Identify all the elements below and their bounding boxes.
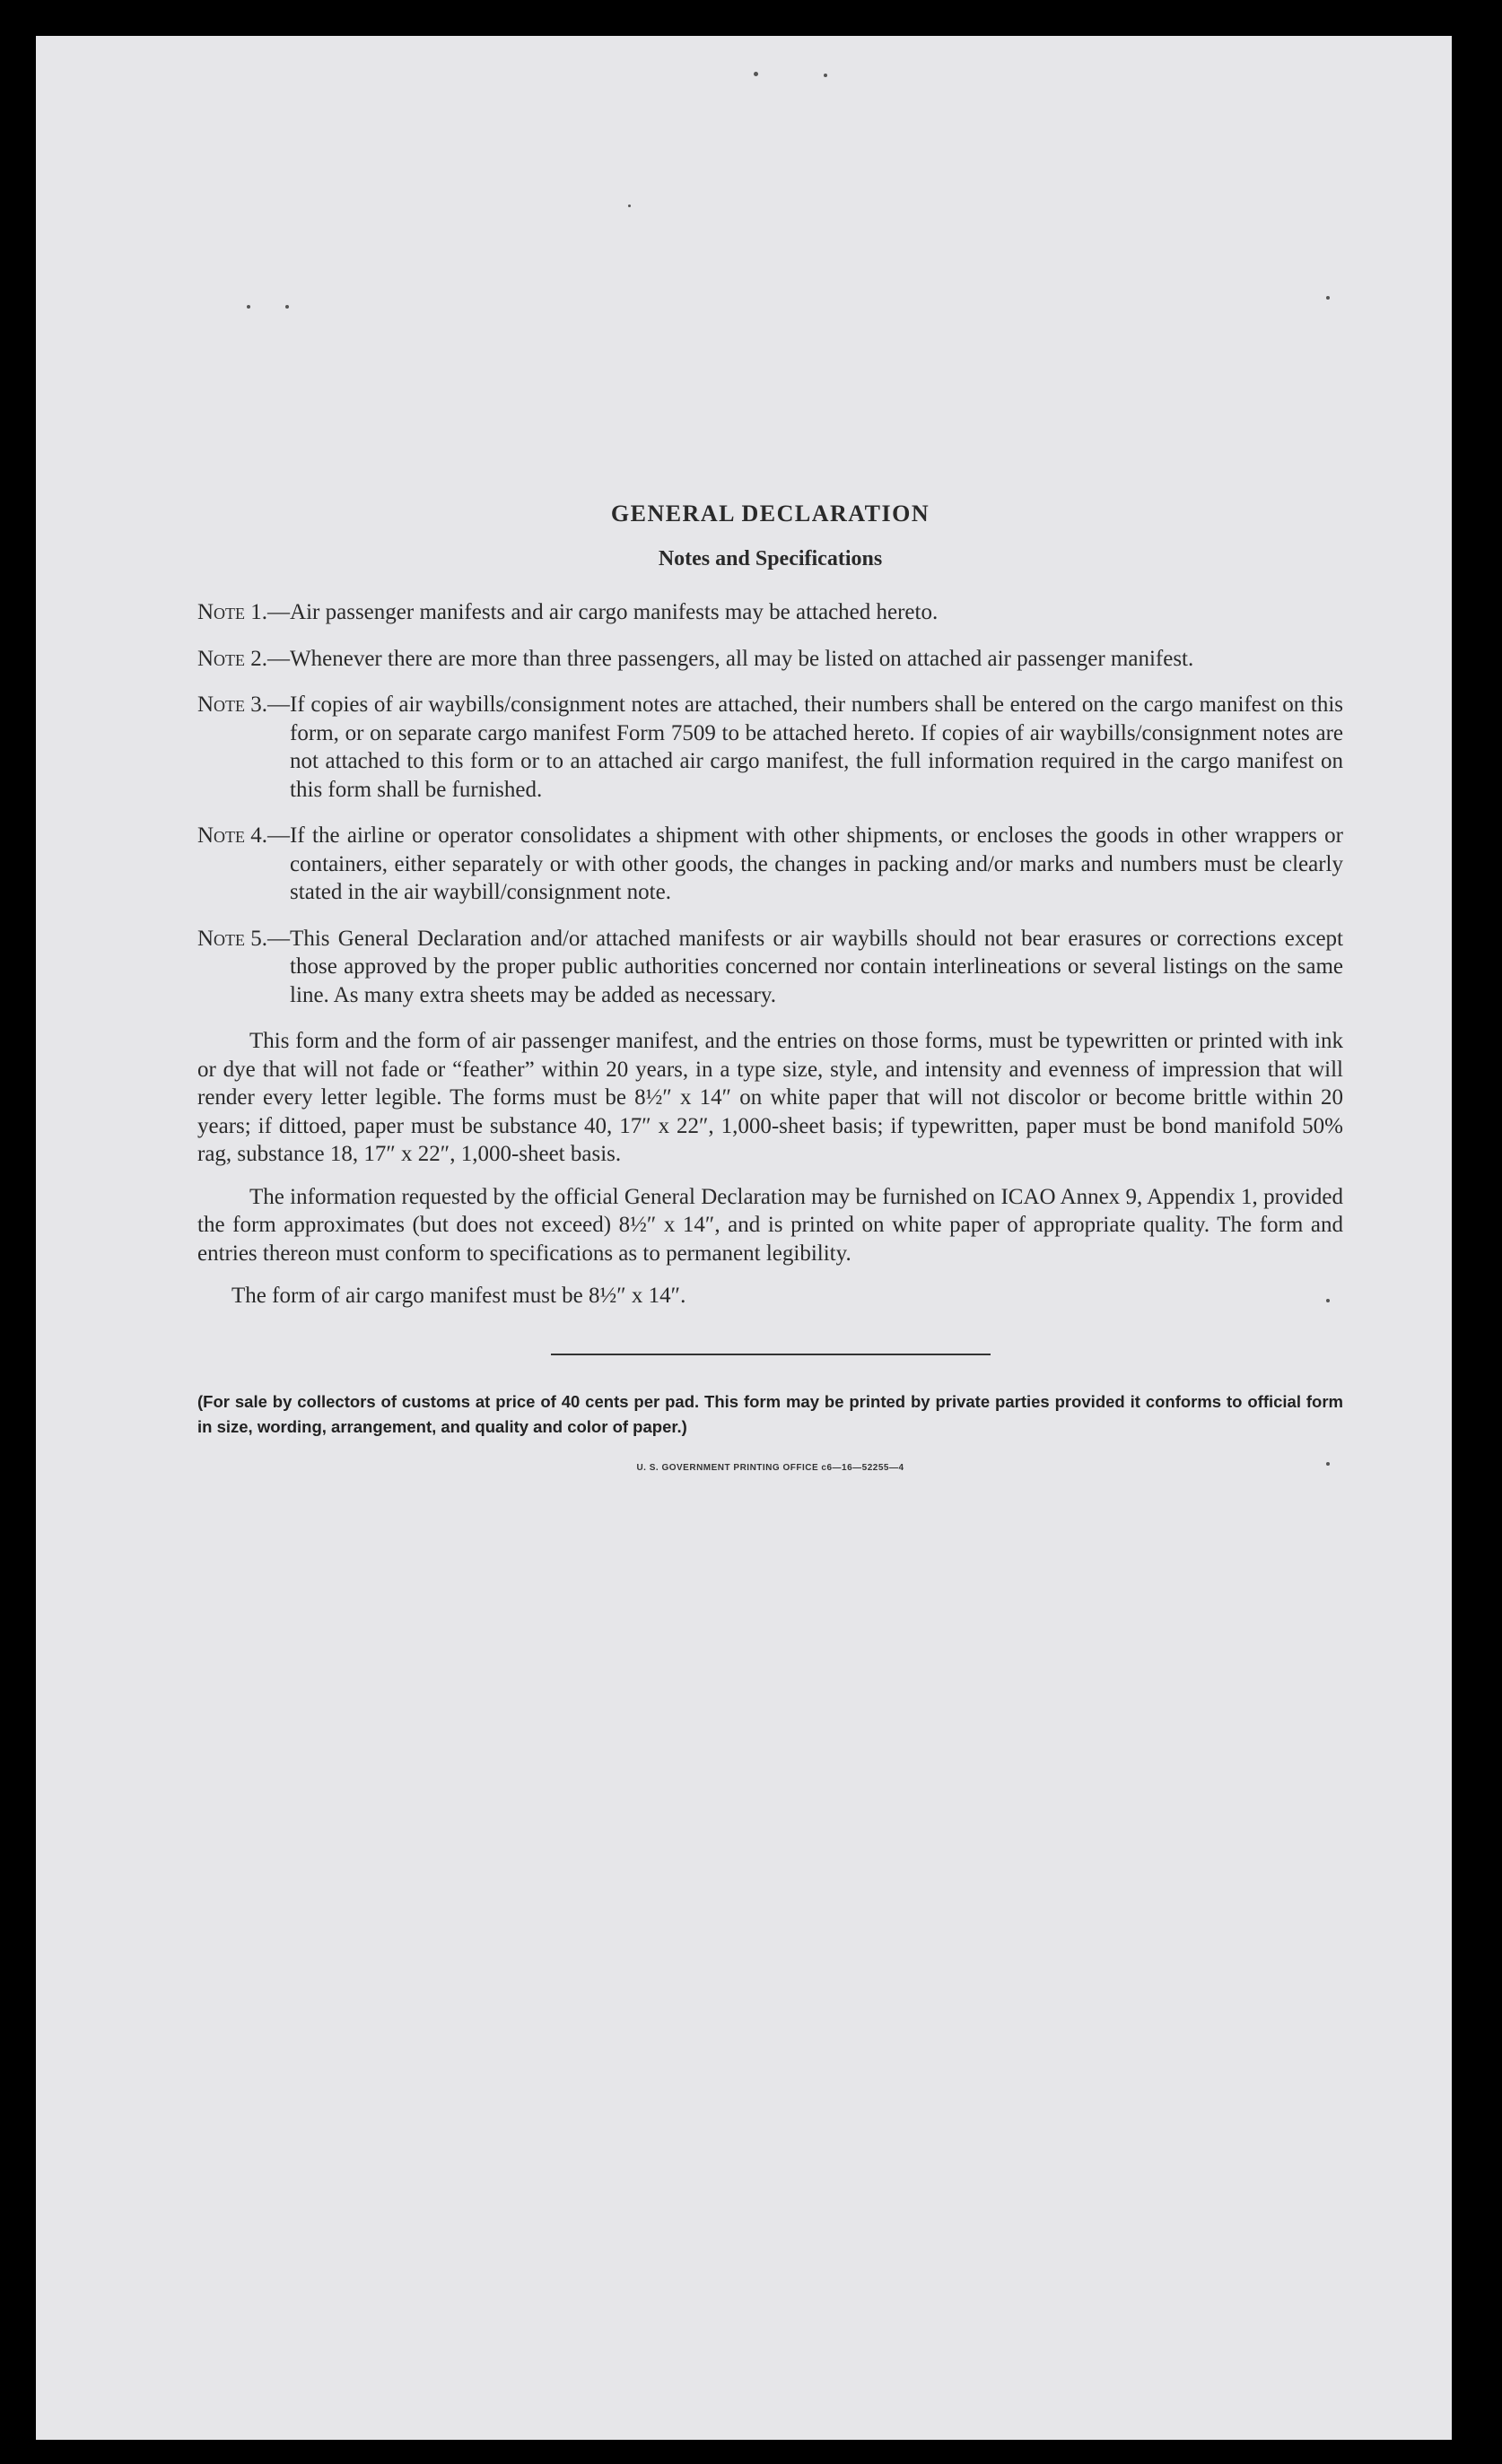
paragraph-legibility: This form and the form of air passenger manifest, and the entries on those forms, must be typewritten or printed with ink or dye that will not fade or “feather” within 20 years, in a type size, style, and intensity and evenness of impression that will render every letter legible. The forms must be 8½″ x 14″ on white paper that will not discolor or become brittle within 20 years; if dittoed, paper must be substance 40, 17″ x 22″, 1,000-sheet basis; if typewritten, paper must be bond manifold 50% rag, substance 18, 17″ x 22″, 1,000-sheet basis. (197, 1029, 1343, 1166)
note-label: Note 1.— (197, 600, 291, 624)
document-subtitle: Notes and Specifications (658, 547, 883, 570)
scan-speck (285, 305, 289, 309)
document-body (197, 501, 1343, 1473)
divider-rule (551, 1354, 991, 1355)
note-text: Air passenger manifests and air cargo manifests may be attached hereto. (290, 600, 939, 624)
note-label: Note 3.— (197, 692, 291, 717)
note-4 (197, 822, 1343, 907)
note-text: If copies of air waybills/consignment notes are attached, their numbers shall be entered on the cargo manifest on this form, or on separate cargo manifest Form 7509 to be attached hereto. If copies of air waybills/consignment notes are not attached to this form or to an attached air cargo manifest, the full information required in the cargo manifest on this form shall be furnished. (290, 692, 1343, 802)
note-1 (197, 598, 1343, 627)
printer-line: U. S. GOVERNMENT PRINTING OFFICE c6—16—52255—4 (636, 1462, 904, 1473)
sale-notice: (For sale by collectors of customs at price of 40 cents per pad. This form may be printed by private parties provided it conforms to official form in size, wording, arrangement, and quality and color of paper.) (197, 1391, 1343, 1436)
paragraph-cargo-size: The form of air cargo manifest must be 8½″ x 14″. (231, 1284, 686, 1308)
note-3 (197, 691, 1343, 804)
scan-speck (1326, 296, 1330, 300)
note-label: Note 4.— (197, 823, 291, 848)
scan-speck (628, 205, 631, 207)
scan-speck (824, 74, 827, 77)
document-title: GENERAL DECLARATION (610, 501, 930, 527)
note-5 (197, 925, 1343, 1010)
note-2 (197, 645, 1343, 674)
scan-speck (754, 72, 758, 76)
paragraph-icao: The information requested by the official General Declaration may be furnished on ICAO Annex 9, Appendix 1, provided the form approximates (but does not exceed) 8½″ x 14″, and is printed on white paper of appropriate quality. The form and entries thereon must conform to specifications as to permanent legibility. (197, 1184, 1343, 1266)
note-label: Note 5.— (197, 926, 291, 951)
note-text: If the airline or operator consolidates a shipment with other shipments, or encloses the goods in other wrappers or containers, either separately or with other goods, the changes in packing and/or marks and numbers must be clearly stated in the air waybill/consignment note. (290, 823, 1343, 904)
note-label: Note 2.— (197, 646, 291, 671)
scan-speck (247, 305, 250, 309)
document-page (36, 36, 1452, 2440)
note-text: Whenever there are more than three passengers, all may be listed on attached air passenger manifest. (290, 646, 1194, 671)
note-text: This General Declaration and/or attached manifests or air waybills should not bear erasures or corrections except those approved by the proper public authorities concerned nor contain interlineations or several listings on the same line. As many extra sheets may be added as necessary. (290, 926, 1343, 1007)
